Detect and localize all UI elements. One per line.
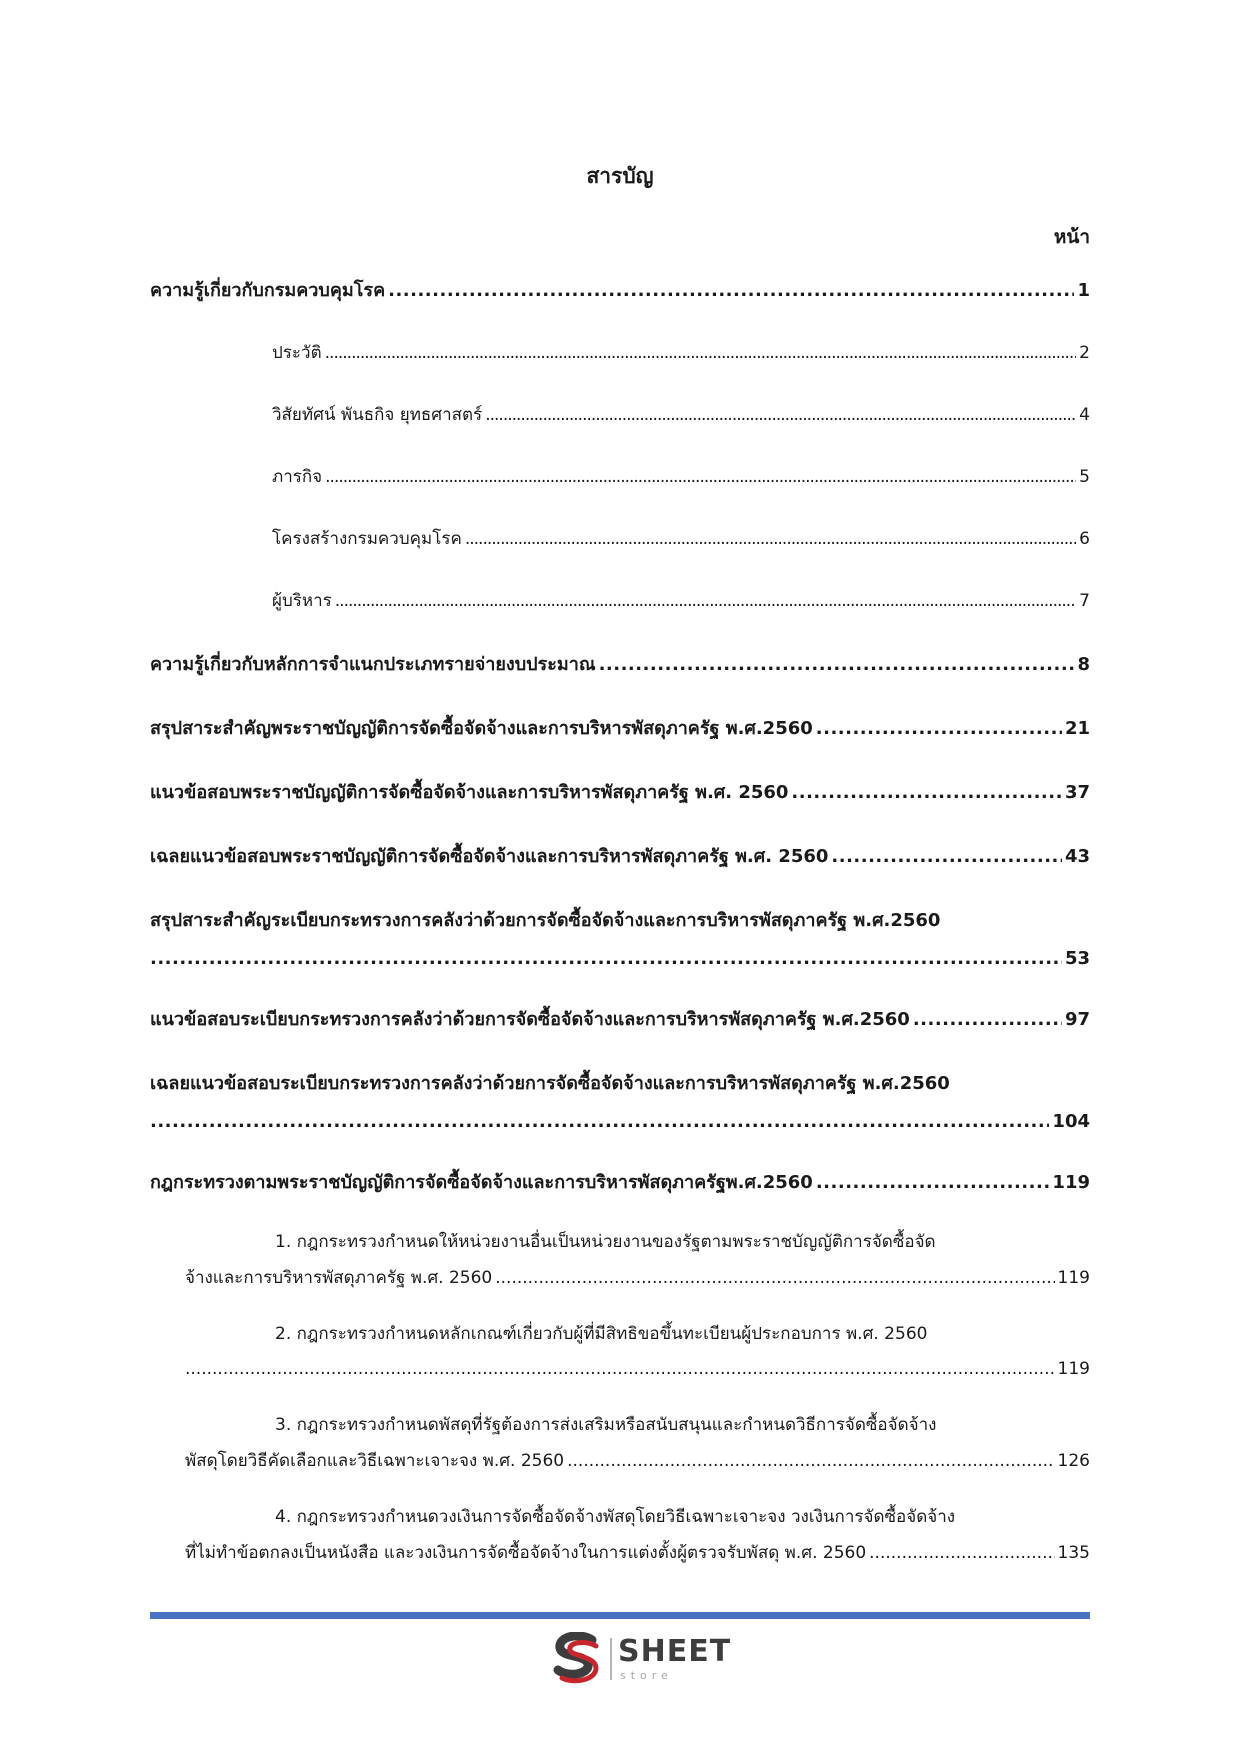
dot-leader	[599, 654, 1075, 675]
dot-leader	[465, 529, 1076, 549]
sheet-store-logo	[552, 1632, 732, 1690]
toc-page-number: 53	[1064, 948, 1090, 969]
dot-leader	[816, 1172, 1050, 1193]
toc-page-number: 119	[1057, 1359, 1090, 1380]
toc-entry-leader-line	[150, 1542, 1090, 1566]
toc-entry[interactable]	[150, 1068, 1090, 1132]
toc-entry-label: สรุปสาระสำคัญพระราชบัญญัติการจัดซื้อจัดจ้างและการบริหารพัสดุภาครัฐ พ.ศ.2560	[150, 718, 813, 739]
toc-entry[interactable]	[150, 841, 1090, 870]
toc-page-number: 5	[1079, 467, 1090, 487]
dot-leader	[567, 1450, 1054, 1474]
toc-entry-leader-line	[150, 1267, 1090, 1291]
toc-entry-label-continued: จ้างและการบริหารพัสดุภาครัฐ พ.ศ. 2560	[185, 1267, 493, 1288]
toc-entry-label: ความรู้เกี่ยวกับหลักการจำแนกประเภทรายจ่ายงบประมาณ	[150, 654, 596, 675]
toc-page-number: 97	[1064, 1009, 1090, 1030]
toc-entry-label: สรุปสาระสำคัญระเบียบกระทรวงการคลังว่าด้วยการจัดซื้อจัดจ้างและการบริหารพัสดุภาครัฐ พ.ศ.2560	[150, 910, 941, 931]
page-column-header: หน้า	[1053, 226, 1090, 248]
toc-page-number: 43	[1064, 846, 1090, 867]
toc-page-number: 119	[1057, 1267, 1090, 1288]
toc-entry[interactable]	[150, 649, 1090, 678]
dot-leader	[185, 1358, 1055, 1382]
dot-leader	[325, 467, 1076, 487]
dot-leader	[831, 846, 1062, 867]
toc-entry-label: เฉลยแนวข้อสอบพระราชบัญญัติการจัดซื้อจัดจ้างและการบริหารพัสดุภาครัฐ พ.ศ. 2560	[150, 846, 829, 867]
toc-page-number: 8	[1077, 654, 1090, 675]
toc-page-number: 1	[1077, 280, 1090, 301]
toc-entry-label: ภารกิจ	[272, 467, 323, 487]
toc-page-number: 4	[1079, 405, 1090, 425]
toc-entry-leader-line	[150, 1111, 1090, 1132]
toc-subentry[interactable]	[150, 401, 1090, 428]
toc-page-number: 2	[1079, 343, 1090, 363]
toc-page-number: 135	[1057, 1542, 1090, 1563]
toc-entry-label-continued: พัสดุโดยวิธีคัดเลือกและวิธีเฉพาะเจาะจง พ.ศ. 2560	[185, 1450, 565, 1471]
toc-subentry[interactable]	[150, 525, 1090, 552]
toc-entry-leader-line	[150, 1450, 1090, 1474]
page-title: สารบัญ	[586, 164, 654, 188]
toc-entry[interactable]	[150, 275, 1090, 304]
table-of-contents	[150, 275, 1090, 1597]
toc-subentry[interactable]	[150, 463, 1090, 490]
toc-page-number: 37	[1064, 782, 1090, 803]
toc-entry-label: แนวข้อสอบพระราชบัญญัติการจัดซื้อจัดจ้างและการบริหารพัสดุภาครัฐ พ.ศ. 2560	[150, 782, 789, 803]
toc-entry[interactable]	[150, 1004, 1090, 1033]
toc-subentry[interactable]	[150, 1414, 1090, 1474]
toc-entry-label: วิสัยทัศน์ พันธกิจ ยุทธศาสตร์	[272, 405, 483, 425]
dot-leader	[791, 782, 1062, 803]
toc-subentry[interactable]	[150, 1231, 1090, 1291]
dot-leader	[913, 1009, 1062, 1030]
toc-page-number: 21	[1064, 718, 1090, 739]
logo-subtext: store	[620, 1669, 673, 1682]
toc-entry-leader-line	[150, 948, 1090, 969]
toc-subentry[interactable]	[150, 1506, 1090, 1566]
toc-page-number: 6	[1079, 529, 1090, 549]
toc-entry-label: กฎกระทรวงตามพระราชบัญญัติการจัดซื้อจัดจ้างและการบริหารพัสดุภาครัฐพ.ศ.2560	[150, 1172, 813, 1193]
toc-entry-label: 3. กฎกระทรวงกำหนดพัสดุที่รัฐต้องการส่งเสริมหรือสนับสนุนและกำหนดวิธีการจัดซื้อจัดจ้าง	[275, 1415, 937, 1436]
dot-leader	[485, 405, 1076, 425]
dot-leader	[495, 1267, 1054, 1291]
toc-subentry[interactable]	[150, 587, 1090, 614]
toc-subentry[interactable]	[150, 339, 1090, 366]
toc-entry-label: 4. กฎกระทรวงกำหนดวงเงินการจัดซื้อจัดจ้างพัสดุโดยวิธีเฉพาะเจาะจง วงเงินการจัดซื้อจัดจ้าง	[275, 1506, 956, 1527]
toc-entry[interactable]	[150, 905, 1090, 969]
toc-entry-label: ผู้บริหาร	[272, 591, 332, 611]
toc-entry-label: ความรู้เกี่ยวกับกรมควบคุมโรค	[150, 280, 386, 301]
toc-entry[interactable]	[150, 777, 1090, 806]
toc-entry[interactable]	[150, 1167, 1090, 1196]
dot-leader	[816, 718, 1062, 739]
toc-page-number: 126	[1057, 1450, 1090, 1471]
toc-entry-label-continued: ที่ไม่ทำข้อตกลงเป็นหนังสือ และวงเงินการจัดซื้อจัดจ้างในการแต่งตั้งผู้ตรวจรับพัสดุ พ.ศ. 2560	[185, 1542, 867, 1563]
footer-rule	[150, 1612, 1090, 1619]
dot-leader	[335, 591, 1076, 611]
toc-page-number: 7	[1079, 591, 1090, 611]
toc-entry-label: ประวัติ	[272, 343, 322, 363]
dot-leader	[388, 280, 1074, 301]
toc-entry-label: 2. กฎกระทรวงกำหนดหลักเกณฑ์เกี่ยวกับผู้ที่มีสิทธิขอขึ้นทะเบียนผู้ประกอบการ พ.ศ. 2560	[275, 1323, 928, 1344]
dot-leader	[325, 343, 1077, 363]
dot-leader	[150, 1111, 1049, 1132]
toc-entry-label: แนวข้อสอบระเบียบกระทรวงการคลังว่าด้วยการจัดซื้อจัดจ้างและการบริหารพัสดุภาครัฐ พ.ศ.2560	[150, 1009, 910, 1030]
dot-leader	[150, 948, 1062, 969]
toc-page-number: 104	[1052, 1111, 1090, 1132]
toc-entry-leader-line	[150, 1358, 1090, 1382]
toc-entry[interactable]	[150, 713, 1090, 742]
toc-entry-label: โครงสร้างกรมควบคุมโรค	[272, 529, 462, 549]
logo-divider	[610, 1638, 612, 1680]
toc-subentry[interactable]	[150, 1323, 1090, 1383]
dot-leader	[869, 1542, 1054, 1566]
toc-entry-label: เฉลยแนวข้อสอบระเบียบกระทรวงการคลังว่าด้วยการจัดซื้อจัดจ้างและการบริหารพัสดุภาครัฐ พ.ศ.2560	[150, 1073, 950, 1094]
toc-entry-label: 1. กฎกระทรวงกำหนดให้หน่วยงานอื่นเป็นหน่วยงานของรัฐตามพระราชบัญญัติการจัดซื้อจัด	[275, 1232, 936, 1252]
sheet-store-s-icon	[552, 1632, 602, 1686]
toc-page-number: 119	[1052, 1172, 1090, 1193]
logo-wordmark: SHEET	[618, 1634, 732, 1669]
